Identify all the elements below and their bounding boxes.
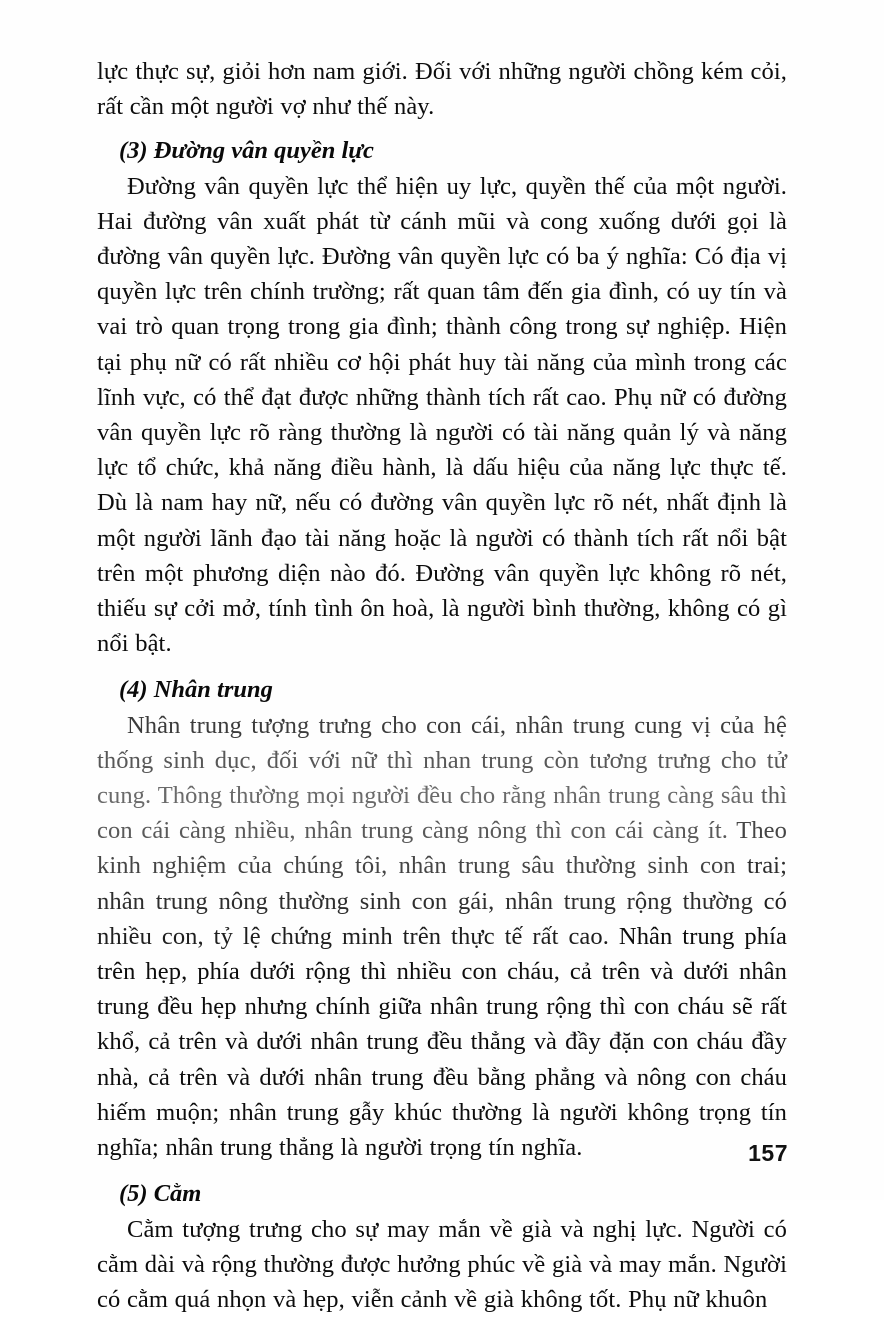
faded-text-run: Nhân trung phía trên hẹp, phía dưới rộng thì nhiều con cháu, cả trên và dưới nhân trung đều hẹp nhưng chính giữa nhân trung rộng thì con cháu sẽ rất khổ, cả trên và dưới nhân trung đều thẳng và đầy đặn con cháu đầy nhà, cả trên và dưới nhân trung đều bằng phẳng và nông con cháu hiếm muộn; nhân trung gẫy khúc thường là người không trọng tín nghĩa; nhân trung thẳng là người trọng tín nghĩa. bbox=[97, 923, 787, 1161]
faded-text-run: cung. Thông thường mọi người đều cho rằng nhân trung càng sâu bbox=[97, 782, 761, 809]
text-column bbox=[97, 54, 787, 1317]
section-heading-4: (4) Nhân trung bbox=[97, 672, 787, 707]
spacer bbox=[97, 1165, 787, 1176]
faded-text-run: thống sinh dục, đối với nữ thì nhan trung còn tương trưng cho tử bbox=[97, 747, 787, 774]
spacer bbox=[97, 124, 787, 133]
page-number: 157 bbox=[748, 1140, 788, 1167]
paragraph-continued: lực thực sự, giỏi hơn nam giới. Đối với những người chồng kém cỏi, rất cần một người vợ như thế này. bbox=[97, 54, 787, 124]
faded-text-run: trai; nhân trung nông thường sinh con gái, nhân trung rộng thường bbox=[97, 852, 787, 914]
section-heading-3: (3) Đường vân quyền lực bbox=[97, 133, 787, 168]
faded-text-run: có nhiều con, tỷ lệ chứng minh trên thực tế rất cao. bbox=[97, 888, 787, 950]
paragraph-section-4 bbox=[97, 708, 787, 1166]
spacer bbox=[97, 661, 787, 672]
paragraph-section-5: Cằm tượng trưng cho sự may mắn về già và nghị lực. Người có cằm dài và rộng thường được hưởng phúc về già và may mắn. Người có cằm quá nhọn và hẹp, viễn cảnh về già không tốt. Phụ nữ khuôn bbox=[97, 1212, 787, 1317]
faded-text-run: Nhân trung tượng trưng cho con cái, nhân trung cung vị của hệ bbox=[127, 712, 787, 739]
faded-text-run: Theo kinh nghiệm của chúng tôi, nhân trung sâu thường sinh con bbox=[97, 817, 787, 879]
section-heading-5: (5) Cằm bbox=[97, 1176, 787, 1211]
paragraph-section-3: Đường vân quyền lực thể hiện uy lực, quyền thế của một người. Hai đường vân xuất phát từ cánh mũi và cong xuống dưới gọi là đường vân quyền lực. Đường vân quyền lực có ba ý nghĩa: Có địa vị quyền lực trên chính trường; rất quan tâm đến gia đình, có uy tín và vai trò quan trọng trong gia đình; thành công trong sự nghiệp. Hiện tại phụ nữ có rất nhiều cơ hội phát huy tài năng của mình trong các lĩnh vực, có thể đạt được những thành tích rất cao. Phụ nữ có đường vân quyền lực rõ ràng thường là người có tài năng quản lý và năng lực tổ chức, khả năng điều hành, là dấu hiệu của năng lực thực tế. Dù là nam hay nữ, nếu có đường vân quyền lực rõ nét, nhất định là một người lãnh đạo tài năng hoặc là người có thành tích rất nổi bật trên một phương diện nào đó. Đường vân quyền lực không rõ nét, thiếu sự cởi mở, tính tình ôn hoà, là người bình thường, không có gì nổi bật. bbox=[97, 169, 787, 662]
faded-text-run: thì con cái càng nhiều, nhân trung càng nông thì con cái càng ít. bbox=[97, 782, 787, 844]
